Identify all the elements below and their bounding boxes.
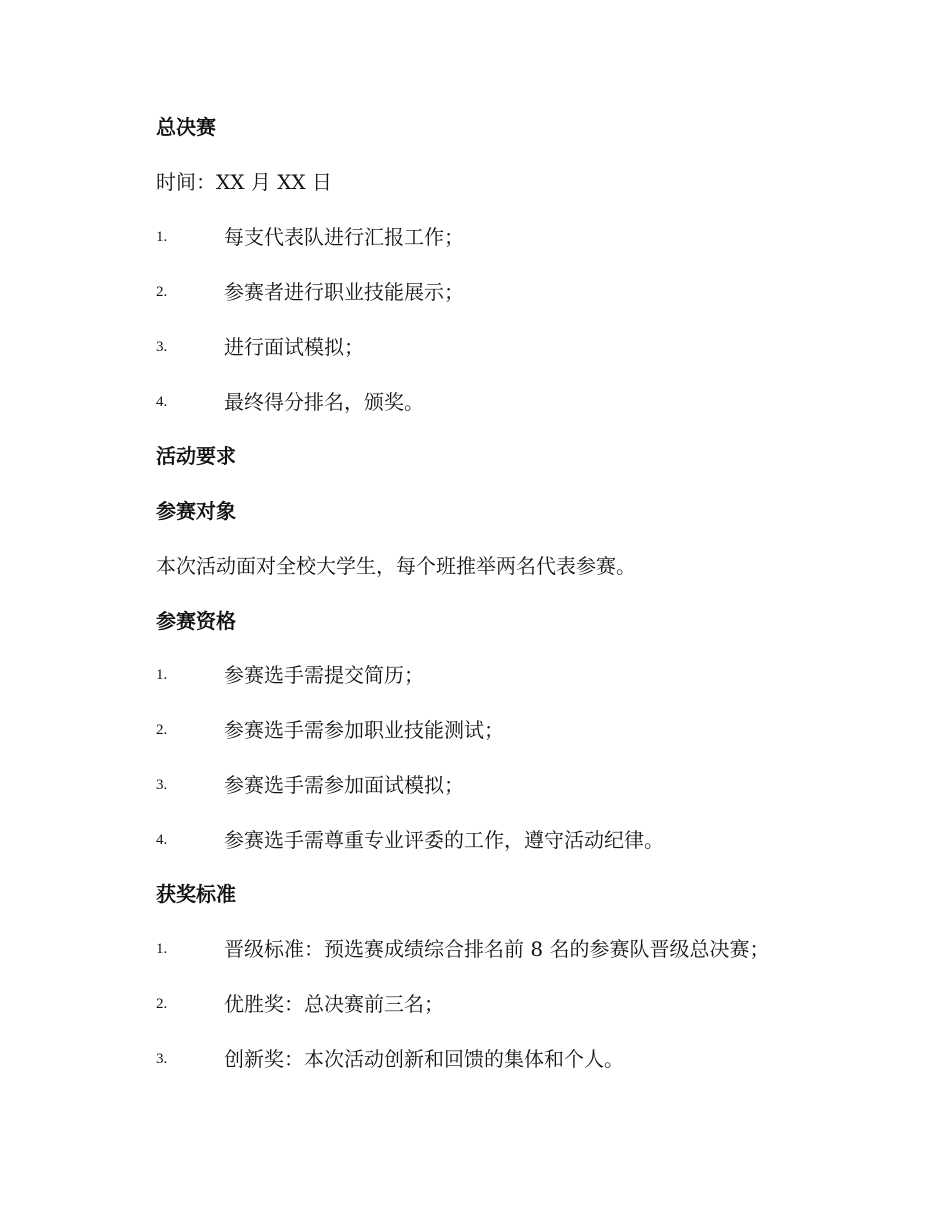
list-item-text: 进行面试模拟； — [224, 335, 364, 359]
list-item — [156, 716, 876, 744]
list-item-number: 2. — [156, 722, 168, 738]
list-item-number: 3. — [156, 339, 168, 355]
list-item-number: 3. — [156, 1051, 168, 1067]
list-item-text: 创新奖：本次活动创新和回馈的集体和个人。 — [224, 1047, 624, 1071]
list-item — [156, 223, 876, 251]
list-item-text: 参赛选手需提交简历； — [224, 663, 424, 687]
list-item-number: 4. — [156, 394, 168, 410]
list-item — [156, 771, 876, 799]
participants-text: 本次活动面对全校大学生，每个班推举两名代表参赛。 — [156, 554, 636, 578]
list-item-text: 晋级标准：预选赛成绩综合排名前 8 名的参赛队晋级总决赛； — [224, 937, 770, 961]
list-item-text: 参赛选手需参加面试模拟； — [224, 773, 464, 797]
list-item-text: 参赛选手需尊重专业评委的工作，遵守活动纪律。 — [224, 828, 664, 852]
list-item-text: 参赛选手需参加职业技能测试； — [224, 718, 504, 742]
list-item-number: 2. — [156, 996, 168, 1012]
section-heading-requirements: 活动要求 — [156, 444, 236, 468]
section-heading-participants: 参赛对象 — [156, 499, 236, 523]
list-item — [156, 935, 876, 963]
list-item-number: 1. — [156, 941, 168, 957]
list-item-text: 最终得分排名，颁奖。 — [224, 390, 424, 414]
list-item — [156, 388, 876, 416]
list-item-text: 每支代表队进行汇报工作； — [224, 225, 464, 249]
final-time: 时间：XX 月 XX 日 — [156, 170, 333, 194]
list-item — [156, 333, 876, 361]
list-item-number: 1. — [156, 667, 168, 683]
list-item — [156, 661, 876, 689]
list-item-text: 参赛者进行职业技能展示； — [224, 280, 464, 304]
section-heading-eligibility: 参赛资格 — [156, 609, 236, 633]
section-heading-awards: 获奖标准 — [156, 882, 236, 906]
list-item — [156, 278, 876, 306]
list-item — [156, 826, 876, 854]
list-item — [156, 990, 876, 1018]
list-item-number: 3. — [156, 777, 168, 793]
list-item-number: 4. — [156, 832, 168, 848]
list-item-text: 优胜奖：总决赛前三名； — [224, 992, 444, 1016]
list-item-number: 2. — [156, 284, 168, 300]
section-heading-final: 总决赛 — [156, 115, 216, 139]
list-item-number: 1. — [156, 229, 168, 245]
list-item — [156, 1045, 876, 1073]
